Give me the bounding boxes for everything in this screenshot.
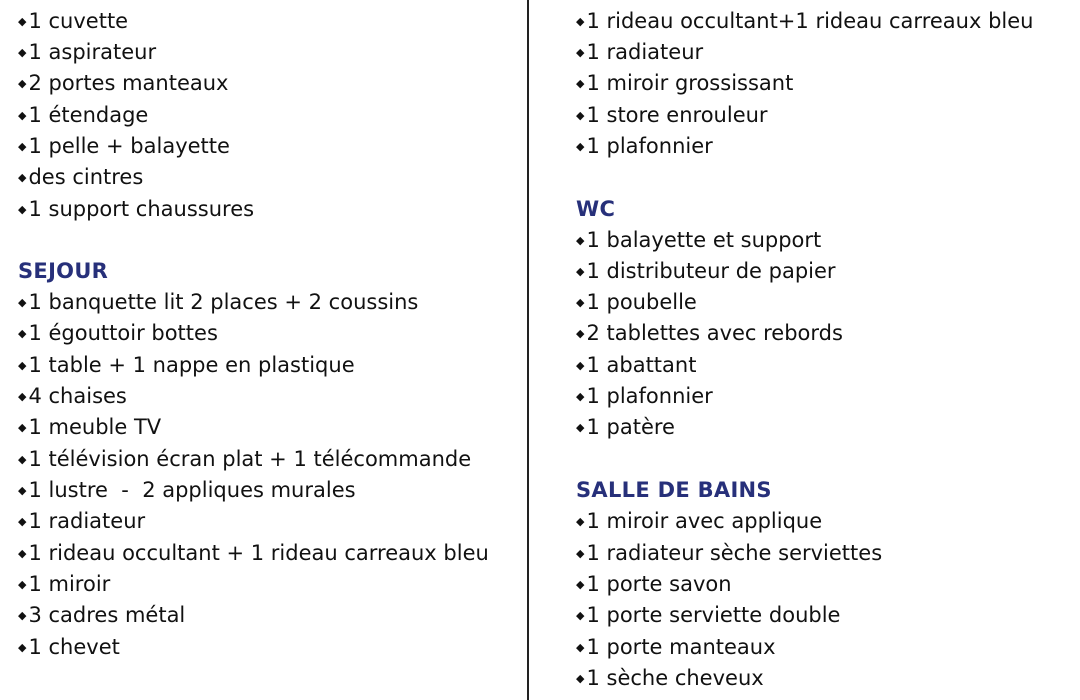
- list-item: ◆1 plafonnier: [576, 381, 713, 411]
- bullet-icon: ◆: [18, 515, 27, 528]
- section-heading-wc: WC: [576, 197, 616, 221]
- bullet-icon: ◆: [18, 15, 27, 28]
- list-item: ◆1 patère: [576, 412, 675, 442]
- bullet-icon: ◆: [18, 578, 27, 591]
- column-divider: [527, 0, 529, 700]
- bullet-icon: ◆: [18, 547, 27, 560]
- bullet-icon: ◆: [18, 390, 27, 403]
- list-item: ◆1 rideau occultant + 1 rideau carreaux bleu: [18, 538, 489, 568]
- bullet-icon: ◆: [576, 296, 585, 309]
- list-item: ◆1 rideau occultant+1 rideau carreaux bleu: [576, 6, 1033, 36]
- list-item: ◆des cintres: [18, 162, 143, 192]
- bullet-icon: ◆: [576, 609, 585, 622]
- list-item: ◆1 radiateur sèche serviettes: [576, 538, 882, 568]
- bullet-icon: ◆: [576, 359, 585, 372]
- bullet-icon: ◆: [576, 327, 585, 340]
- bullet-icon: ◆: [18, 109, 27, 122]
- bullet-icon: ◆: [576, 234, 585, 247]
- list-item: ◆1 chevet: [18, 632, 120, 662]
- bullet-icon: ◆: [18, 484, 27, 497]
- list-item: ◆2 portes manteaux: [18, 68, 228, 98]
- bullet-icon: ◆: [576, 265, 585, 278]
- bullet-icon: ◆: [576, 109, 585, 122]
- list-item: ◆1 radiateur: [576, 37, 703, 67]
- list-item: ◆1 égouttoir bottes: [18, 318, 218, 348]
- list-item: ◆1 store enrouleur: [576, 100, 768, 130]
- list-item: ◆1 porte serviette double: [576, 600, 840, 630]
- list-item: ◆1 miroir: [18, 569, 110, 599]
- list-item: ◆3 cadres métal: [18, 600, 185, 630]
- bullet-icon: ◆: [576, 46, 585, 59]
- bullet-icon: ◆: [576, 140, 585, 153]
- list-item: ◆4 chaises: [18, 381, 127, 411]
- list-item: ◆1 support chaussures: [18, 194, 254, 224]
- bullet-icon: ◆: [576, 578, 585, 591]
- list-item: ◆1 plafonnier: [576, 131, 713, 161]
- section-heading-salle-de-bains: SALLE DE BAINS: [576, 478, 772, 502]
- list-item: ◆1 banquette lit 2 places + 2 coussins: [18, 287, 418, 317]
- bullet-icon: ◆: [18, 421, 27, 434]
- bullet-icon: ◆: [18, 609, 27, 622]
- list-item: ◆1 distributeur de papier: [576, 256, 836, 286]
- bullet-icon: ◆: [18, 296, 27, 309]
- list-item: ◆2 tablettes avec rebords: [576, 318, 843, 348]
- list-item: ◆1 sèche cheveux: [576, 663, 764, 693]
- bullet-icon: ◆: [18, 203, 27, 216]
- bullet-icon: ◆: [576, 390, 585, 403]
- bullet-icon: ◆: [18, 327, 27, 340]
- list-item: ◆1 aspirateur: [18, 37, 156, 67]
- bullet-icon: ◆: [18, 46, 27, 59]
- list-item: ◆1 balayette et support: [576, 225, 821, 255]
- bullet-icon: ◆: [576, 672, 585, 685]
- bullet-icon: ◆: [576, 547, 585, 560]
- list-item: ◆1 télévision écran plat + 1 télécommande: [18, 444, 471, 474]
- list-item: ◆1 table + 1 nappe en plastique: [18, 350, 355, 380]
- list-item: ◆1 porte savon: [576, 569, 732, 599]
- bullet-icon: ◆: [18, 641, 27, 654]
- list-item: ◆1 abattant: [576, 350, 696, 380]
- list-item: ◆1 poubelle: [576, 287, 697, 317]
- bullet-icon: ◆: [18, 171, 27, 184]
- bullet-icon: ◆: [18, 359, 27, 372]
- bullet-icon: ◆: [576, 515, 585, 528]
- list-item: ◆1 lustre - 2 appliques murales: [18, 475, 356, 505]
- bullet-icon: ◆: [18, 77, 27, 90]
- bullet-icon: ◆: [576, 15, 585, 28]
- list-item: ◆1 porte manteaux: [576, 632, 776, 662]
- list-item: ◆1 radiateur: [18, 506, 145, 536]
- bullet-icon: ◆: [18, 453, 27, 466]
- list-item: ◆1 cuvette: [18, 6, 128, 36]
- list-item: ◆1 meuble TV: [18, 412, 161, 442]
- bullet-icon: ◆: [576, 77, 585, 90]
- bullet-icon: ◆: [576, 641, 585, 654]
- list-item: ◆1 miroir avec applique: [576, 506, 822, 536]
- list-item: ◆1 miroir grossissant: [576, 68, 793, 98]
- bullet-icon: ◆: [576, 421, 585, 434]
- section-heading-sejour: SEJOUR: [18, 259, 109, 283]
- bullet-icon: ◆: [18, 140, 27, 153]
- list-item: ◆1 pelle + balayette: [18, 131, 230, 161]
- list-item: ◆1 étendage: [18, 100, 148, 130]
